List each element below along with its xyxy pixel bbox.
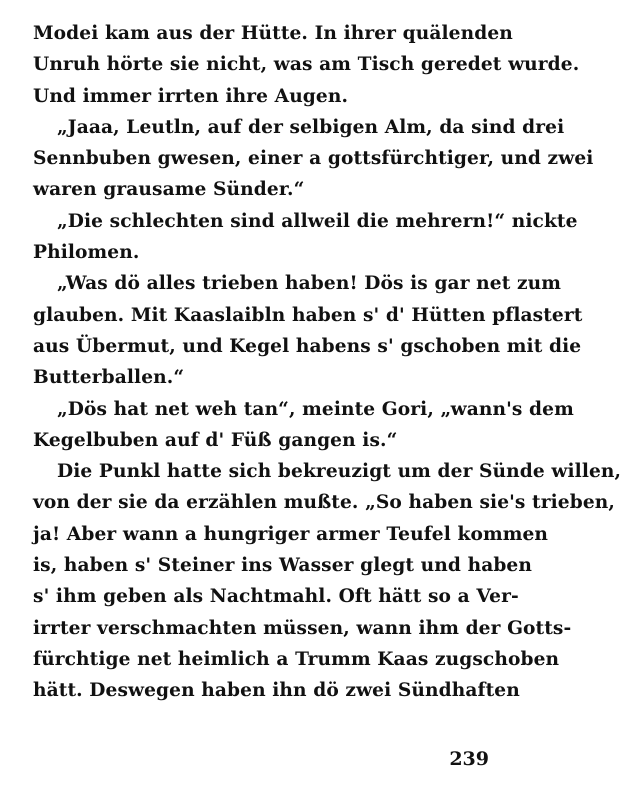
text-line: aus Übermut, und Kegel habens s' gschoben mit die [33, 335, 582, 357]
text-line: Philomen. [33, 242, 140, 264]
text-line: Kegelbuben auf d' Füß gangen is.“ [33, 429, 398, 451]
text-line: is, haben s' Steiner ins Wasser glegt und haben [33, 555, 532, 577]
page-number: 239 [449, 748, 489, 770]
text-line: s' ihm geben als Nachtmahl. Oft hätt so a Ver- [33, 586, 519, 608]
text-line: Und immer irrten ihre Augen. [33, 85, 349, 107]
text-line: Modei kam aus der Hütte. In ihrer quälenden [33, 23, 513, 44]
text-line: Sennbuben gwesen, einer a gottsfürchtiger, und zwei [33, 148, 594, 170]
text-line: waren grausame Sünder.“ [33, 179, 305, 201]
text-line: „Dös hat net weh tan“, meinte Gori, „wann's dem [57, 398, 574, 420]
text-line: Die Punkl hatte sich bekreuzigt um der Sünde willen, [57, 461, 621, 483]
text-line: „Was dö alles trieben haben! Dös is gar net zum [57, 273, 562, 295]
text-line: glauben. Mit Kaaslaibln haben s' d' Hütten pflastert [33, 304, 583, 326]
text-line: fürchtige net heimlich a Trumm Kaas zugschoben [33, 648, 560, 670]
text-line: ja! Aber wann a hungriger armer Teufel kommen [33, 523, 549, 545]
text-line: Butterballen.“ [33, 367, 185, 389]
text-line: irrter verschmachten müssen, wann ihm der Gotts- [33, 617, 572, 639]
text-line: hätt. Deswegen haben ihn dö zwei Sündhaften [33, 680, 520, 702]
body-text [33, 18, 621, 707]
text-line: von der sie da erzählen mußte. „So haben sie's trieben, [33, 492, 615, 514]
text-line: „Die schlechten sind allweil die mehrern!“ nickte [57, 210, 578, 232]
text-line: „Jaaa, Leutln, auf der selbigen Alm, da sind drei [57, 116, 565, 138]
text-line: Unruh hörte sie nicht, was am Tisch geredet wurde. [33, 54, 580, 76]
